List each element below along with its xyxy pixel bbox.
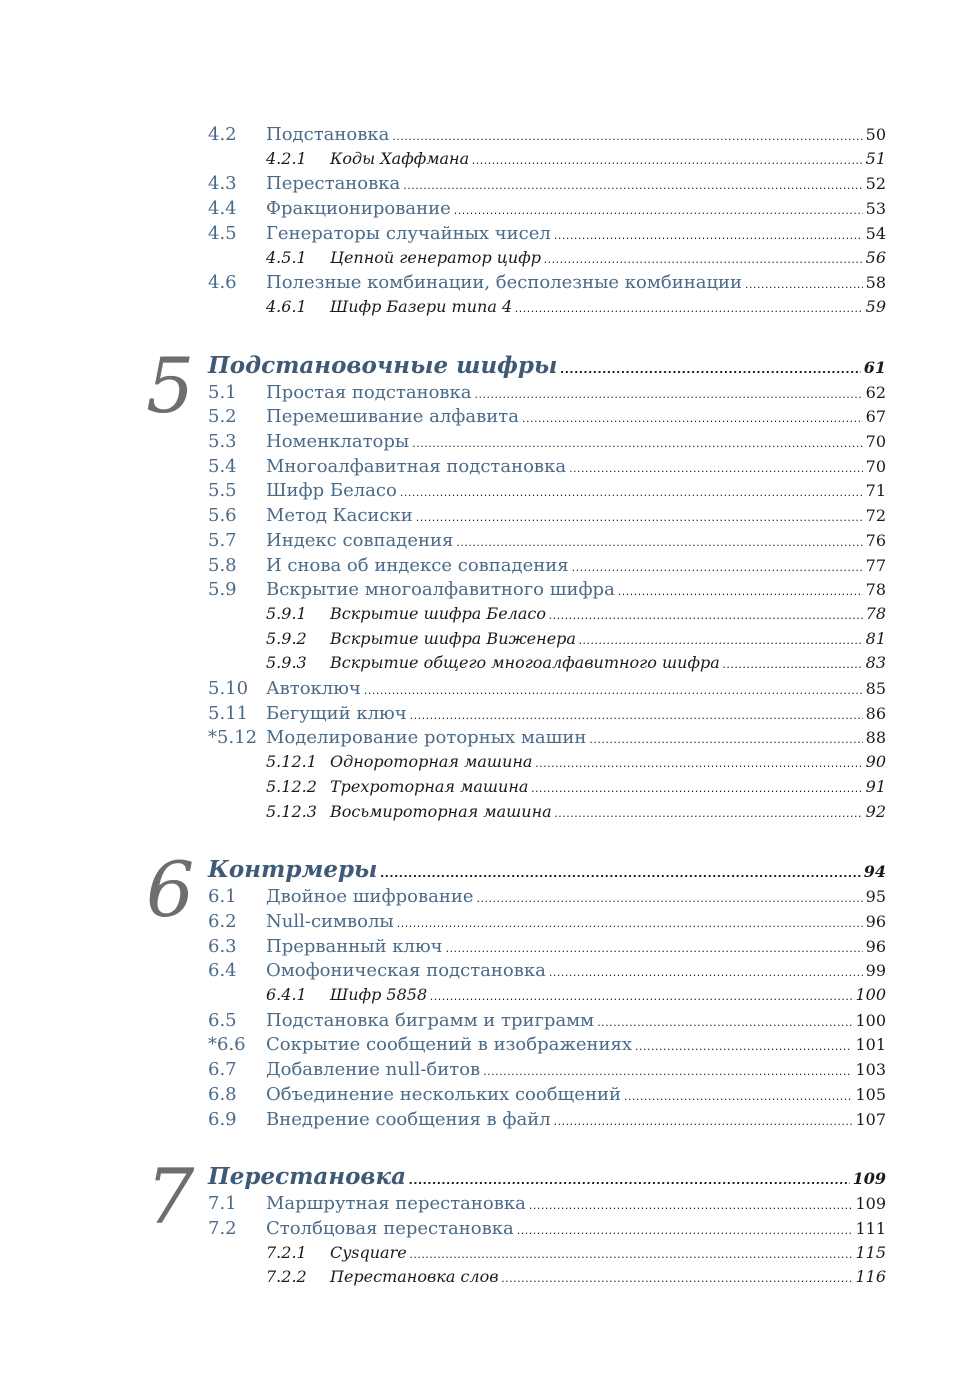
entry-title: Восьмироторная машина	[330, 801, 552, 821]
leader-dots	[522, 412, 863, 425]
page-number: 70	[865, 432, 886, 451]
leader-dots	[531, 782, 862, 795]
page-number: 56	[865, 247, 886, 267]
entry-number: 6.8	[208, 1083, 237, 1105]
toc-section-row	[208, 223, 886, 249]
entry-title: Шифр Беласо	[266, 480, 397, 502]
entry-title: Фракционирование	[266, 198, 451, 220]
entry-title: Прерванный ключ	[266, 935, 443, 957]
toc-section-row	[208, 124, 886, 150]
page-number: 91	[865, 776, 886, 796]
chapter-number: 7	[146, 1152, 195, 1242]
leader-dots	[403, 179, 862, 192]
entry-number: 6.7	[208, 1059, 237, 1081]
toc-section-row	[208, 678, 886, 704]
entry-title: Шифр Базери типа 4	[330, 296, 513, 316]
toc-section-row	[208, 936, 886, 962]
leader-dots	[412, 437, 862, 450]
toc-section-row	[208, 431, 886, 457]
toc-subsection-row	[266, 752, 886, 778]
entry-number: 7.2.1	[266, 1242, 307, 1262]
page-number: 77	[865, 555, 886, 575]
leader-dots	[400, 486, 863, 499]
entry-number: 6.4	[208, 960, 237, 982]
leader-dots	[569, 462, 863, 475]
entry-title: Перестановка слов	[330, 1267, 499, 1287]
page-number: 103	[855, 1060, 886, 1080]
entry-title: Сокрытие сообщений в изображениях	[266, 1034, 633, 1056]
toc-section-row	[208, 505, 886, 531]
entry-title: Номенклаторы	[266, 431, 410, 452]
entry-title: Вскрытие шифра Виженера	[330, 628, 576, 648]
entry-number: 5.9	[208, 579, 237, 601]
entry-title: Трехроторная машина	[330, 776, 529, 796]
entry-title: Автоключ	[266, 678, 361, 699]
toc-section-row	[208, 173, 886, 199]
toc-section-row	[208, 272, 886, 298]
entry-number: 7.1	[208, 1193, 237, 1215]
leader-dots	[410, 1248, 853, 1261]
entry-title: Подстановочные шифры	[208, 351, 558, 379]
leader-dots	[555, 807, 863, 820]
leader-dots	[392, 130, 862, 143]
toc-subsection-row	[266, 629, 886, 655]
entry-number: 6.3	[208, 935, 237, 957]
page-number: 101	[855, 1035, 886, 1055]
leader-dots	[446, 942, 863, 955]
entry-number: 5.12.3	[266, 801, 317, 821]
toc-section-row	[208, 1084, 886, 1110]
leader-dots	[745, 278, 863, 291]
page-number: 92	[865, 801, 886, 821]
entry-title: Полезные комбинации, бесполезные комбинации	[266, 272, 743, 294]
leader-dots	[560, 363, 860, 376]
entry-number: 6.4.1	[266, 985, 307, 1004]
leader-dots	[502, 1272, 853, 1285]
page-number: 52	[865, 174, 886, 194]
leader-dots	[430, 990, 852, 1003]
entry-title: Двойное шифрование	[266, 886, 474, 908]
entry-number: 4.6.1	[266, 296, 307, 316]
entry-title: Перемешивание алфавита	[266, 406, 519, 428]
page-number: 54	[865, 223, 886, 243]
leader-dots	[618, 585, 863, 598]
entry-title: Бегущий ключ	[266, 702, 407, 724]
entry-number: 5.6	[208, 505, 237, 527]
toc-section-row	[208, 911, 886, 937]
leader-dots	[549, 966, 863, 979]
toc-subsection-row	[266, 653, 886, 679]
entry-title: Простая подстановка	[266, 381, 472, 403]
entry-number: 5.8	[208, 554, 237, 576]
page-number: 86	[865, 703, 886, 723]
page-number: 109	[855, 1194, 886, 1214]
toc-subsection-row	[266, 149, 886, 175]
entry-number: 4.2	[208, 124, 237, 145]
page-number: 70	[865, 456, 886, 476]
entry-number: 6.2	[208, 910, 237, 932]
toc-subsection-row	[266, 248, 886, 274]
leader-dots	[483, 1065, 852, 1078]
leader-dots	[410, 709, 863, 722]
entry-title: Моделирование роторных машин	[266, 727, 587, 749]
toc-chapter-row	[208, 856, 886, 886]
entry-title: Вскрытие общего многоалфавитного шифра	[330, 653, 720, 673]
entry-title: Контрмеры	[208, 856, 378, 884]
entry-title: Индекс совпадения	[266, 529, 454, 551]
leader-dots	[364, 684, 863, 697]
toc-section-row	[208, 703, 886, 729]
toc-section-row	[208, 886, 886, 912]
page-number: 62	[865, 382, 886, 402]
entry-title: Подстановка биграмм и триграмм	[266, 1009, 595, 1031]
entry-number: 4.6	[208, 272, 237, 294]
leader-dots	[472, 154, 863, 167]
page-number: 94	[863, 862, 886, 882]
entry-number: 5.1	[208, 381, 237, 403]
leader-dots	[529, 1199, 853, 1212]
entry-number: 5.11	[208, 702, 249, 724]
leader-dots	[475, 388, 863, 401]
page-number: 95	[865, 887, 886, 907]
leader-dots	[572, 561, 863, 574]
entry-title: Коды Хаффмана	[330, 148, 470, 168]
leader-dots	[554, 229, 863, 242]
page-number: 83	[865, 653, 886, 673]
toc-section-row	[208, 1034, 886, 1060]
entry-number: 7.2	[208, 1217, 237, 1239]
toc-subsection-row	[266, 604, 886, 630]
page-number: 105	[855, 1084, 886, 1104]
page-number: 76	[865, 530, 886, 550]
entry-number: 4.5.1	[266, 247, 307, 267]
entry-number: 5.12.2	[266, 776, 317, 796]
page-number: 50	[865, 125, 886, 144]
page-number: 78	[865, 580, 886, 600]
leader-dots	[477, 892, 863, 905]
leader-dots	[723, 658, 863, 671]
page-number: 58	[865, 273, 886, 293]
toc-chapter-row	[208, 1163, 886, 1193]
leader-dots	[535, 757, 862, 770]
entry-number: 5.4	[208, 455, 237, 477]
entry-number: 5.2	[208, 406, 237, 428]
entry-number: 6.1	[208, 886, 237, 908]
entry-title: Null-символы	[266, 910, 394, 932]
entry-number: 4.5	[208, 222, 237, 244]
entry-number: 5.9.1	[266, 603, 307, 623]
entry-number: 4.3	[208, 173, 237, 195]
leader-dots	[597, 1016, 852, 1029]
entry-title: Многоалфавитная подстановка	[266, 455, 567, 477]
toc-section-row	[208, 456, 886, 482]
entry-title: Объединение нескольких сообщений	[266, 1083, 621, 1105]
page-number: 100	[855, 985, 886, 1004]
toc-section-row	[208, 579, 886, 605]
entry-number: 5.10	[208, 678, 249, 699]
entry-number: 6.9	[208, 1108, 237, 1130]
entry-title: Столбцовая перестановка	[266, 1217, 514, 1239]
toc-subsection-row	[266, 802, 886, 828]
entry-number: 5.7	[208, 529, 237, 551]
page-number: 61	[863, 357, 886, 377]
page-number: 96	[865, 936, 886, 956]
toc-section-row	[208, 480, 886, 506]
toc-section-row	[208, 1193, 886, 1219]
page-number: 88	[865, 728, 886, 748]
entry-number: *6.6	[208, 1034, 246, 1056]
entry-title: Вскрытие многоалфавитного шифра	[266, 579, 615, 601]
leader-dots	[579, 634, 863, 647]
page-number: 96	[865, 911, 886, 931]
page-number: 78	[865, 603, 886, 623]
toc-section-row	[208, 382, 886, 408]
leader-dots	[409, 1174, 850, 1187]
leader-dots	[544, 253, 863, 266]
page-number: 67	[865, 407, 886, 427]
leader-dots	[380, 867, 860, 880]
page-number: 81	[865, 628, 886, 648]
leader-dots	[554, 1115, 853, 1128]
entry-title: Генераторы случайных чисел	[266, 222, 551, 244]
toc-section-row	[208, 1218, 886, 1244]
entry-title: Подстановка	[266, 124, 390, 145]
entry-title: Однороторная машина	[330, 752, 533, 772]
toc-subsection-row	[266, 985, 886, 1011]
toc-section-row	[208, 555, 886, 581]
entry-title: Маршрутная перестановка	[266, 1193, 526, 1215]
entry-number: 7.2.2	[266, 1267, 307, 1287]
page-number: 72	[865, 506, 886, 526]
page-number: 115	[855, 1242, 886, 1262]
leader-dots	[624, 1090, 853, 1103]
chapter-number: 5	[146, 340, 195, 430]
entry-title: Добавление null-битов	[266, 1059, 481, 1081]
toc-subsection-row	[266, 777, 886, 803]
toc-subsection-row	[266, 1267, 886, 1293]
entry-number: *5.12	[208, 727, 258, 749]
page-number: 111	[855, 1218, 886, 1238]
entry-number: 5.12.1	[266, 752, 317, 772]
entry-title: Метод Касиски	[266, 505, 413, 527]
entry-title: Шифр 5858	[330, 985, 428, 1004]
leader-dots	[515, 302, 863, 315]
page-number: 100	[855, 1010, 886, 1030]
toc-section-row	[208, 727, 886, 753]
leader-dots	[397, 917, 863, 930]
page-number: 107	[855, 1109, 886, 1129]
entry-number: 4.2.1	[266, 148, 307, 168]
toc-subsection-row	[266, 297, 886, 323]
entry-number: 5.9.2	[266, 628, 307, 648]
entry-number: 5.3	[208, 431, 237, 452]
toc-chapter-row	[208, 352, 886, 382]
page-number: 71	[865, 481, 886, 501]
toc-section-row	[208, 1109, 886, 1135]
leader-dots	[549, 609, 863, 622]
leader-dots	[454, 204, 863, 217]
toc-section-row	[208, 1059, 886, 1085]
toc-subsection-row	[266, 1243, 886, 1269]
page-number: 90	[865, 752, 886, 772]
page-number: 99	[865, 961, 886, 981]
page-number: 53	[865, 199, 886, 219]
entry-title: Внедрение сообщения в файл	[266, 1108, 551, 1130]
page-number: 116	[855, 1267, 886, 1287]
leader-dots	[589, 733, 862, 746]
leader-dots	[416, 511, 863, 524]
entry-title: Омофоническая подстановка	[266, 960, 546, 982]
toc-section-row	[208, 960, 886, 986]
page-number: 85	[865, 679, 886, 698]
leader-dots	[517, 1224, 853, 1237]
entry-title: И снова об индексе совпадения	[266, 554, 569, 576]
entry-number: 5.5	[208, 480, 237, 502]
entry-title: Перестановка	[208, 1163, 407, 1191]
page-number: 109	[852, 1169, 886, 1189]
entry-number: 5.9.3	[266, 653, 307, 673]
entry-title: Cysquare	[330, 1242, 407, 1262]
entry-title: Перестановка	[266, 173, 401, 195]
toc-section-row	[208, 1010, 886, 1036]
leader-dots	[456, 536, 862, 549]
leader-dots	[635, 1040, 852, 1053]
toc-section-row	[208, 198, 886, 224]
entry-title: Цепной генератор цифр	[330, 247, 541, 267]
entry-number: 4.4	[208, 198, 237, 220]
page-number: 59	[865, 296, 886, 316]
page-number: 51	[865, 148, 886, 168]
chapter-number: 6	[146, 845, 195, 935]
toc-section-row	[208, 530, 886, 556]
entry-number: 6.5	[208, 1009, 237, 1031]
toc-section-row	[208, 406, 886, 432]
entry-title: Вскрытие шифра Беласо	[330, 603, 546, 623]
